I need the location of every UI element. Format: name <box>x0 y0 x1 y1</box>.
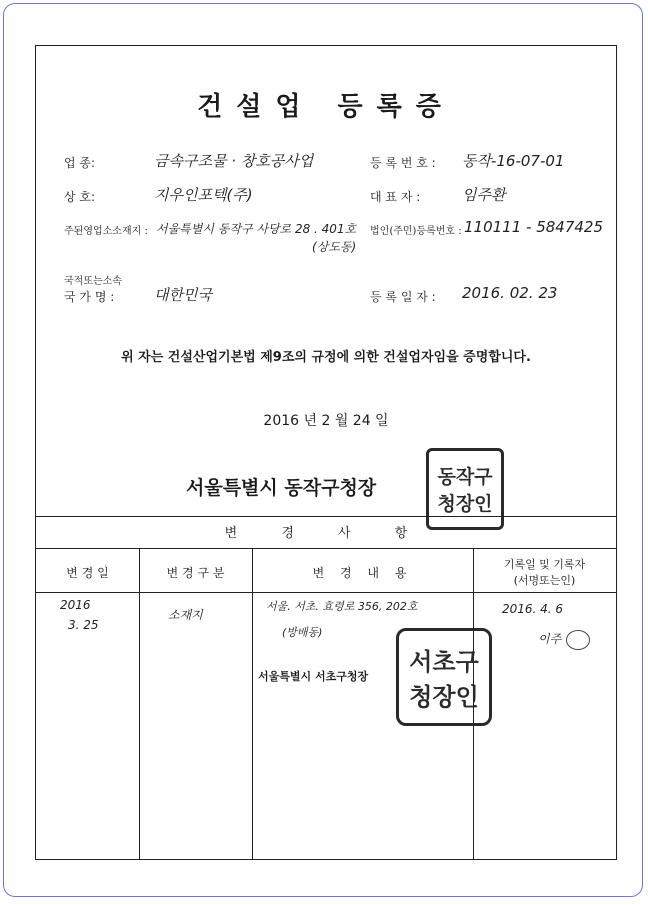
address-value: 서울특별시 동작구 사당로 28 . 401호 <box>156 222 357 236</box>
address-sub-value: (상도동) <box>312 240 357 254</box>
table-top-rule <box>36 516 616 517</box>
issuing-authority: 서울특별시 동작구청장 <box>186 477 377 499</box>
company-name-value: 지우인포텍(주) <box>154 186 253 204</box>
registration-date-label: 등 록 일 자 : <box>370 290 436 304</box>
nationality-label: 국 가 명 : <box>64 290 115 304</box>
change-date-line2: 3. 25 <box>68 618 99 632</box>
column-divider <box>252 548 253 859</box>
seocho-seal <box>396 628 492 726</box>
table-header-rule <box>36 592 616 593</box>
seal-line: 동작구 <box>437 466 493 488</box>
representative-value: 임주환 <box>462 186 506 204</box>
registration-date-value: 2016. 02. 23 <box>462 284 558 302</box>
change-date-line1: 2016 <box>60 598 91 612</box>
nationality-label-top: 국적또는소속 <box>64 276 122 287</box>
corporate-number-value: 110111 - 5847425 <box>464 218 604 236</box>
changes-heading: 변 경 사 항 <box>224 526 428 541</box>
change-category-value: 소재지 <box>168 608 203 622</box>
address-label: 주된영업소소재지 : <box>64 226 148 237</box>
dongjak-seal <box>426 448 504 530</box>
header-record-sub: (서명또는인) <box>513 574 576 587</box>
seal-line: 청장인 <box>437 493 493 515</box>
change-content-line1: 서울. 서초. 효령로 356, 202호 <box>266 600 418 613</box>
recorder-signature-stamp <box>566 630 590 650</box>
document-title: 건설업 등록증 <box>197 92 455 122</box>
nationality-value: 대한민국 <box>154 286 212 304</box>
registration-number-value: 동작-16-07-01 <box>462 152 565 170</box>
header-change-content: 변 경 내 용 <box>312 566 413 580</box>
header-record: 기록일 및 기록자 <box>503 558 586 571</box>
certification-statement: 위 자는 건설산업기본법 제9조의 규정에 의한 건설업자임을 증명합니다. <box>121 350 531 365</box>
table-heading-rule <box>36 548 616 549</box>
representative-label: 대 표 자 : <box>370 190 421 204</box>
company-name-label: 상 호: <box>64 190 96 204</box>
change-content-issuer: 서울특별시 서초구청장 <box>258 670 369 683</box>
recorder-value: 이주 <box>538 632 562 646</box>
business-type-label: 업 종: <box>64 156 96 170</box>
record-date-value: 2016. 4. 6 <box>502 602 564 616</box>
issue-date: 2016 년 2 월 24 일 <box>263 413 389 429</box>
column-divider <box>139 548 140 859</box>
change-content-line2: (방배동) <box>282 626 323 639</box>
corporate-number-label: 법인(주민)등록번호 : <box>370 226 462 237</box>
header-change-date: 변 경 일 <box>66 566 109 580</box>
seal-line: 서초구 <box>409 648 479 676</box>
registration-certificate <box>35 45 617 860</box>
registration-number-label: 등 록 번 호 : <box>370 156 436 170</box>
seal-line: 청장인 <box>409 683 479 711</box>
header-change-category: 변 경 구 분 <box>166 566 225 580</box>
business-type-value: 금속구조물 · 창호공사업 <box>154 152 314 170</box>
